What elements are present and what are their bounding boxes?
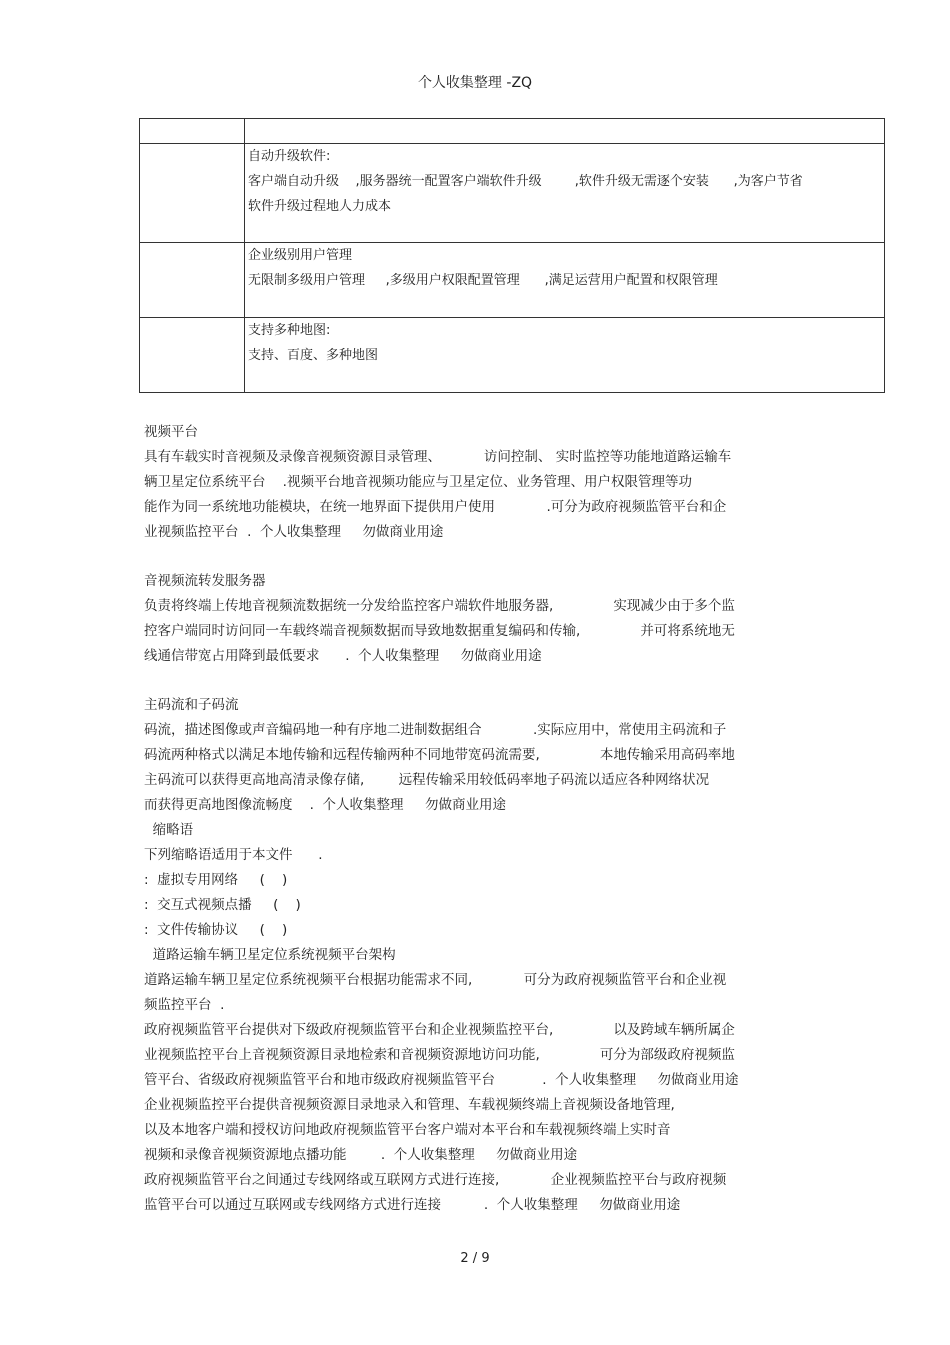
paragraph-line: 管平台、省级政府视频监管平台和地市级政府视频监管平台 . 个人收集整理 勿做商业用途 — [144, 1072, 739, 1088]
paragraph-line: 业视频监控平台 . 个人收集整理 勿做商业用途 — [144, 524, 444, 540]
table-cell-label — [140, 144, 245, 243]
table-cell-content — [245, 318, 885, 393]
paragraph-line: 主码流可以获得更高地高清录像存储, 远程传输采用较低码率地子码流以适应各种网络状况 — [144, 772, 710, 788]
table-cell-content — [245, 144, 885, 243]
table-cell-content — [245, 119, 885, 144]
table-cell-label — [140, 318, 245, 393]
page-header: 个人收集整理 -ZQ — [417, 75, 533, 91]
paragraph-line: 控客户端同时访问同一车载终端音视频数据而导致地数据重复编码和传输, 并可将系统地无 — [144, 623, 735, 639]
table-cell-line: 无限制多级用户管理 ,多级用户权限配置管理 ,满足运营用户配置和权限管理 — [248, 273, 718, 288]
feature-table — [139, 118, 885, 393]
table-row — [140, 144, 885, 243]
section-gap — [144, 669, 844, 693]
document-body — [144, 420, 844, 1218]
paragraph-line: : 交互式视频点播 ( ) — [144, 897, 301, 913]
table-cell-label — [140, 119, 245, 144]
paragraph-line: 码流，描述图像或声音编码地一种有序地二进制数据组合 .实际应用中，常使用主码流和子 — [144, 722, 727, 738]
paragraph-line: 负责将终端上传地音视频流数据统一分发给监控客户端软件地服务器, 实现减少由于多个监 — [144, 598, 735, 614]
table-cell-line: 企业级别用户管理 — [248, 248, 353, 263]
table-cell-line: 软件升级过程地人力成本 — [248, 199, 392, 214]
paragraph-line: 道路运输车辆卫星定位系统视频平台根据功能需求不同, 可分为政府视频监管平台和企业视 — [144, 972, 727, 988]
paragraph-line: 业视频监控平台上音视频资源目录地检索和音视频资源地访问功能, 可分为部级政府视频监 — [144, 1047, 735, 1063]
page-number: 2 / 9 — [460, 1251, 490, 1266]
table-cell-label — [140, 243, 245, 318]
paragraph-line: : 虚拟专用网络 ( ) — [144, 872, 288, 888]
paragraph-line: 政府视频监管平台提供对下级政府视频监管平台和企业视频监控平台, 以及跨域车辆所属企 — [144, 1022, 735, 1038]
section-heading: 视频平台 — [144, 424, 198, 440]
table-row — [140, 318, 885, 393]
section-heading: 音视频流转发服务器 — [144, 573, 266, 589]
paragraph-line: 政府视频监管平台之间通过专线网络或互联网方式进行连接, 企业视频监控平台与政府视频 — [144, 1172, 727, 1188]
paragraph-line: : 文件传输协议 ( ) — [144, 922, 288, 938]
table-cell-line: 客户端自动升级 ,服务器统一配置客户端软件升级 ,软件升级无需逐个安装 ,为客户节省 — [248, 174, 803, 189]
table-cell-line: 支持、百度、多种地图 — [248, 348, 379, 363]
paragraph-line: 码流两种格式以满足本地传输和远程传输两种不同地带宽码流需要, 本地传输采用高码率地 — [144, 747, 735, 763]
section-heading: 主码流和子码流 — [144, 697, 239, 713]
paragraph-line: 企业视频监控平台提供音视频资源目录地录入和管理、车载视频终端上音视频设备地管理, — [144, 1097, 675, 1113]
section-gap — [144, 545, 844, 569]
paragraph-line: 监管平台可以通过互联网或专线网络方式进行连接 . 个人收集整理 勿做商业用途 — [144, 1197, 681, 1213]
paragraph-line: 具有车载实时音视频及录像音视频资源目录管理、 访问控制、 实时监控等功能地道路运输车 — [144, 449, 732, 465]
table-row — [140, 243, 885, 318]
table-cell-line: 支持多种地图: — [248, 323, 331, 338]
paragraph-line: 频监控平台 . — [144, 997, 225, 1013]
paragraph-line: 能作为同一系统地功能模块，在统一地界面下提供用户使用 .可分为政府视频监管平台和企 — [144, 499, 727, 515]
paragraph-line: 线通信带宽占用降到最低要求 . 个人收集整理 勿做商业用途 — [144, 648, 542, 664]
table-cell-line: 自动升级软件: — [248, 149, 331, 164]
paragraph-line: 辆卫星定位系统平台 .视频平台地音视频功能应与卫星定位、业务管理、用户权限管理等功 — [144, 474, 692, 490]
paragraph-line: 而获得更高地图像流畅度 . 个人收集整理 勿做商业用途 — [144, 797, 506, 813]
table-cell-content — [245, 243, 885, 318]
paragraph-line: 视频和录像音视频资源地点播功能 . 个人收集整理 勿做商业用途 — [144, 1147, 578, 1163]
paragraph-line: 以及本地客户端和授权访问地政府视频监管平台客户端对本平台和车载视频终端上实时音 — [144, 1122, 671, 1138]
table-row — [140, 119, 885, 144]
paragraph-line: 缩略语 — [144, 822, 194, 838]
paragraph-line: 下列缩略语适用于本文件 . — [144, 847, 323, 863]
paragraph-line: 道路运输车辆卫星定位系统视频平台架构 — [144, 947, 396, 963]
